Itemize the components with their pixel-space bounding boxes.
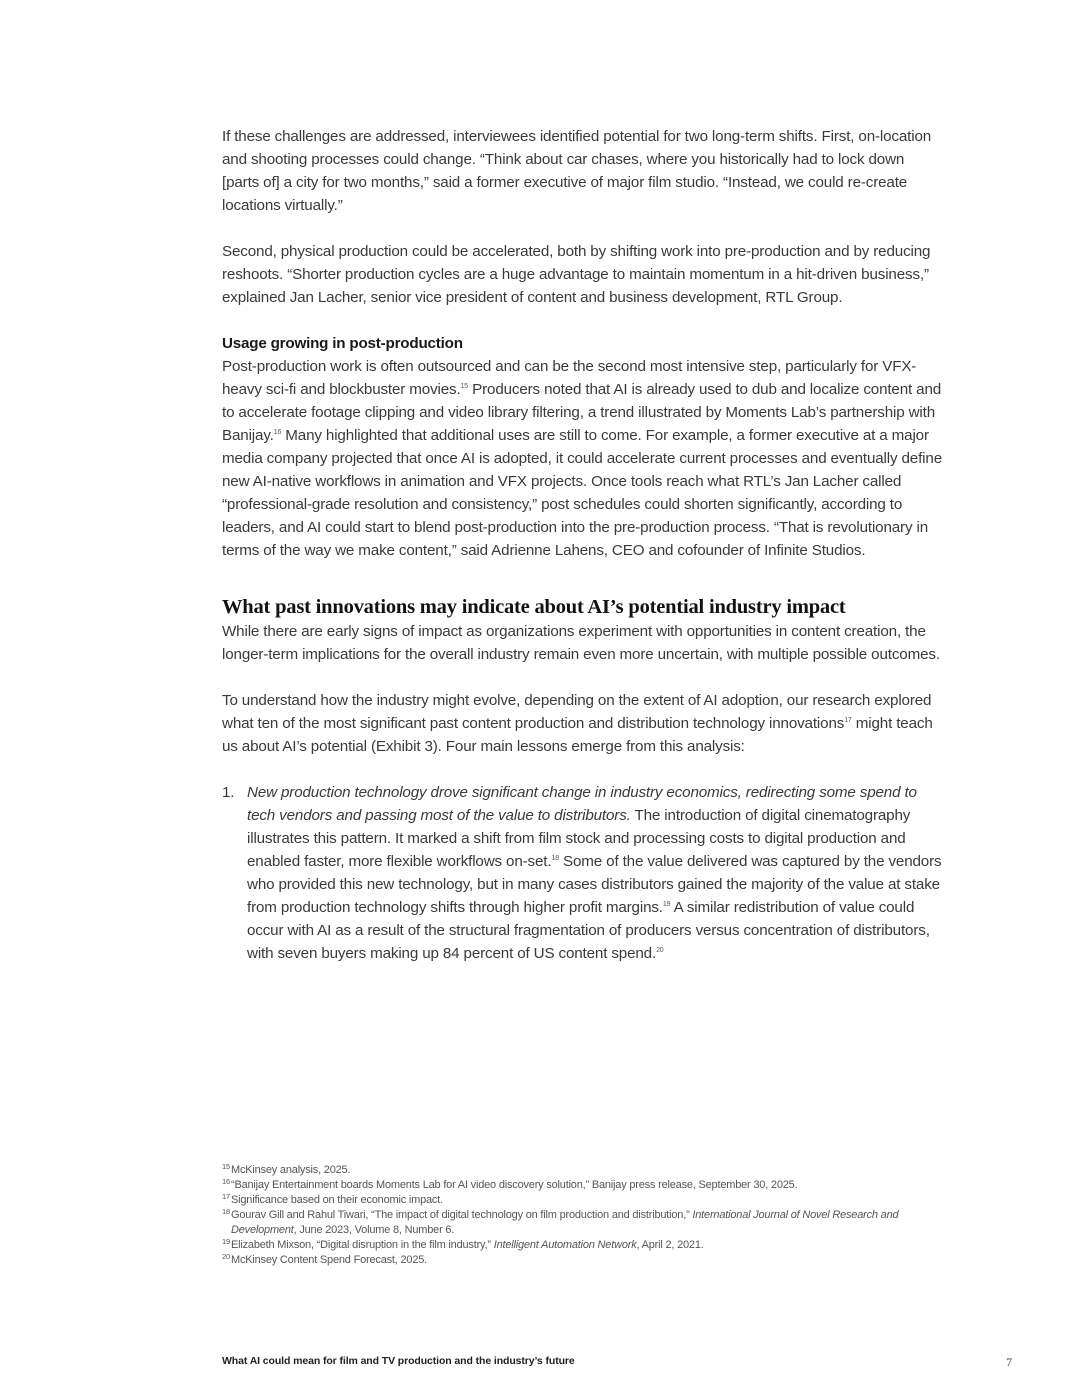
list-item [222,781,942,965]
italic-lead: New production technology drove significant change in industry economics, redirecting some spend to tech vendors and passing most of the value to distributors. [247,784,917,824]
paragraph-early-signs: While there are early signs of impact as organizations experiment with opportunities in content creation, the longer-term implications for the overall industry remain even more uncertain, with multiple possible outcomes. [222,623,940,663]
text-span: Producers noted that AI is already used to dub and localize content and to accelerate footage clipping and video library filtering, a trend illustrated by Moments Lab’s partnership with Banijay. [222,381,942,444]
footnote-number: 16 [222,1177,230,1186]
footnote-ref[interactable]: 17 [844,717,852,724]
footnote-text: , June 2023, Volume 8, Number 6. [293,1224,455,1236]
paragraph-research-lessons [222,689,942,758]
footnote-text: Gourav Gill and Rahul Tiwari, “The impact of digital technology on film production and distribution,” [231,1209,693,1221]
footnote [222,1208,922,1238]
footnote-text: Significance based on their economic impact. [231,1194,443,1206]
footnote-number: 17 [222,1192,230,1201]
paragraph-physical-production: Second, physical production could be accelerated, both by shifting work into pre-production and by reducing reshoots. “Shorter production cycles are a huge advantage to maintain momentum in a hit-driven business,” explained Jan Lacher, senior vice president of content and business development, RTL Group. [222,243,931,306]
footnote-ref[interactable]: 19 [662,901,671,908]
footnote-journal: Intelligent Automation Network [493,1239,637,1251]
paragraph-challenges: If these challenges are addressed, interviewees identified potential for two long-term shifts. First, on-location and shooting processes could change. “Think about car chases, where you historically had to lock down [parts of] a city for two months,” said a former executive of major film studio. “Instead, we could re-create locations virtually.” [222,128,932,214]
text-span: Many highlighted that additional uses are still to come. For example, a former executive at a major media company projected that once AI is adopted, it could accelerate current processes and eventually define new AI-native workflows in animation and VFX projects. Once tools reach what RTL’s Jan Lacher called “professional-grade resolution and consistency,” post schedules could shorten significantly, according to leaders, and AI could start to blend post-production into the pre-production process. “That is revolutionary in terms of the way we make content,” said Adrienne Lahens, CEO and cofounder of Infinite Studios. [222,427,942,559]
text-span: Post-production work is often outsourced and can be the second most intensive step, particularly for VFX-heavy sci-fi and blockbuster movies. [222,358,917,398]
footnote-text: , April 2, 2021. [636,1239,704,1251]
text-span: Some of the value delivered was captured by the vendors who provided this new technology, but in many cases distributors gained the majority of the value at stake from production technology shifts through higher profit margins. [247,853,942,916]
footnote-ref[interactable]: 16 [273,429,282,436]
text-span: might teach us about AI’s potential (Exhibit 3). Four main lessons emerge from this analysis: [222,715,933,755]
text-span: A similar redistribution of value could occur with AI as a result of the structural fragmentation of producers versus concentration of distributors, with seven buyers making up 84 percent of US content spend. [247,899,930,962]
paragraph-post-production [222,355,942,562]
footnote-text: “Banijay Entertainment boards Moments Lab for AI video discovery solution,” Banijay press release, September 30, 2025. [231,1179,798,1191]
text-span: The introduction of digital cinematography illustrates this pattern. It marked a shift from film stock and processing costs to digital production and enabled faster, more flexible workflows on-set. [247,807,911,870]
page-number: 7 [1006,1355,1012,1369]
list-number: 1. [222,784,235,801]
footnote [222,1193,922,1208]
list-item-text [247,781,942,965]
footnote-number: 15 [222,1162,230,1171]
footnote [222,1238,922,1253]
subheading-post-production: Usage growing in post-production [222,335,463,352]
footnote-number: 18 [222,1207,230,1216]
footnote-journal: International Journal of Novel Research and Development [231,1209,899,1236]
footnote-number: 19 [222,1237,230,1246]
footnotes [222,1163,922,1268]
footnote-number: 20 [222,1252,230,1261]
section-title: What past innovations may indicate about AI’s potential industry impact [222,596,846,618]
footer-title: What AI could mean for film and TV production and the industry’s future [222,1355,575,1367]
page-footer [222,1355,1012,1367]
footnote-ref[interactable]: 18 [551,855,559,862]
footnote-text: McKinsey analysis, 2025. [231,1164,351,1176]
footnote-ref[interactable]: 15 [460,383,469,390]
footnote-text: Elizabeth Mixson, “Digital disruption in the film industry,” [231,1239,494,1251]
footnote [222,1178,922,1193]
lessons-list [222,781,942,965]
footnote [222,1253,922,1268]
footnote [222,1163,922,1178]
page-body [222,125,942,965]
footnote-text: McKinsey Content Spend Forecast, 2025. [231,1254,428,1266]
text-span: To understand how the industry might evolve, depending on the extent of AI adoption, our research explored what ten of the most significant past content production and distribution technology innovations [222,692,932,732]
footnote-ref[interactable]: 20 [656,947,664,954]
